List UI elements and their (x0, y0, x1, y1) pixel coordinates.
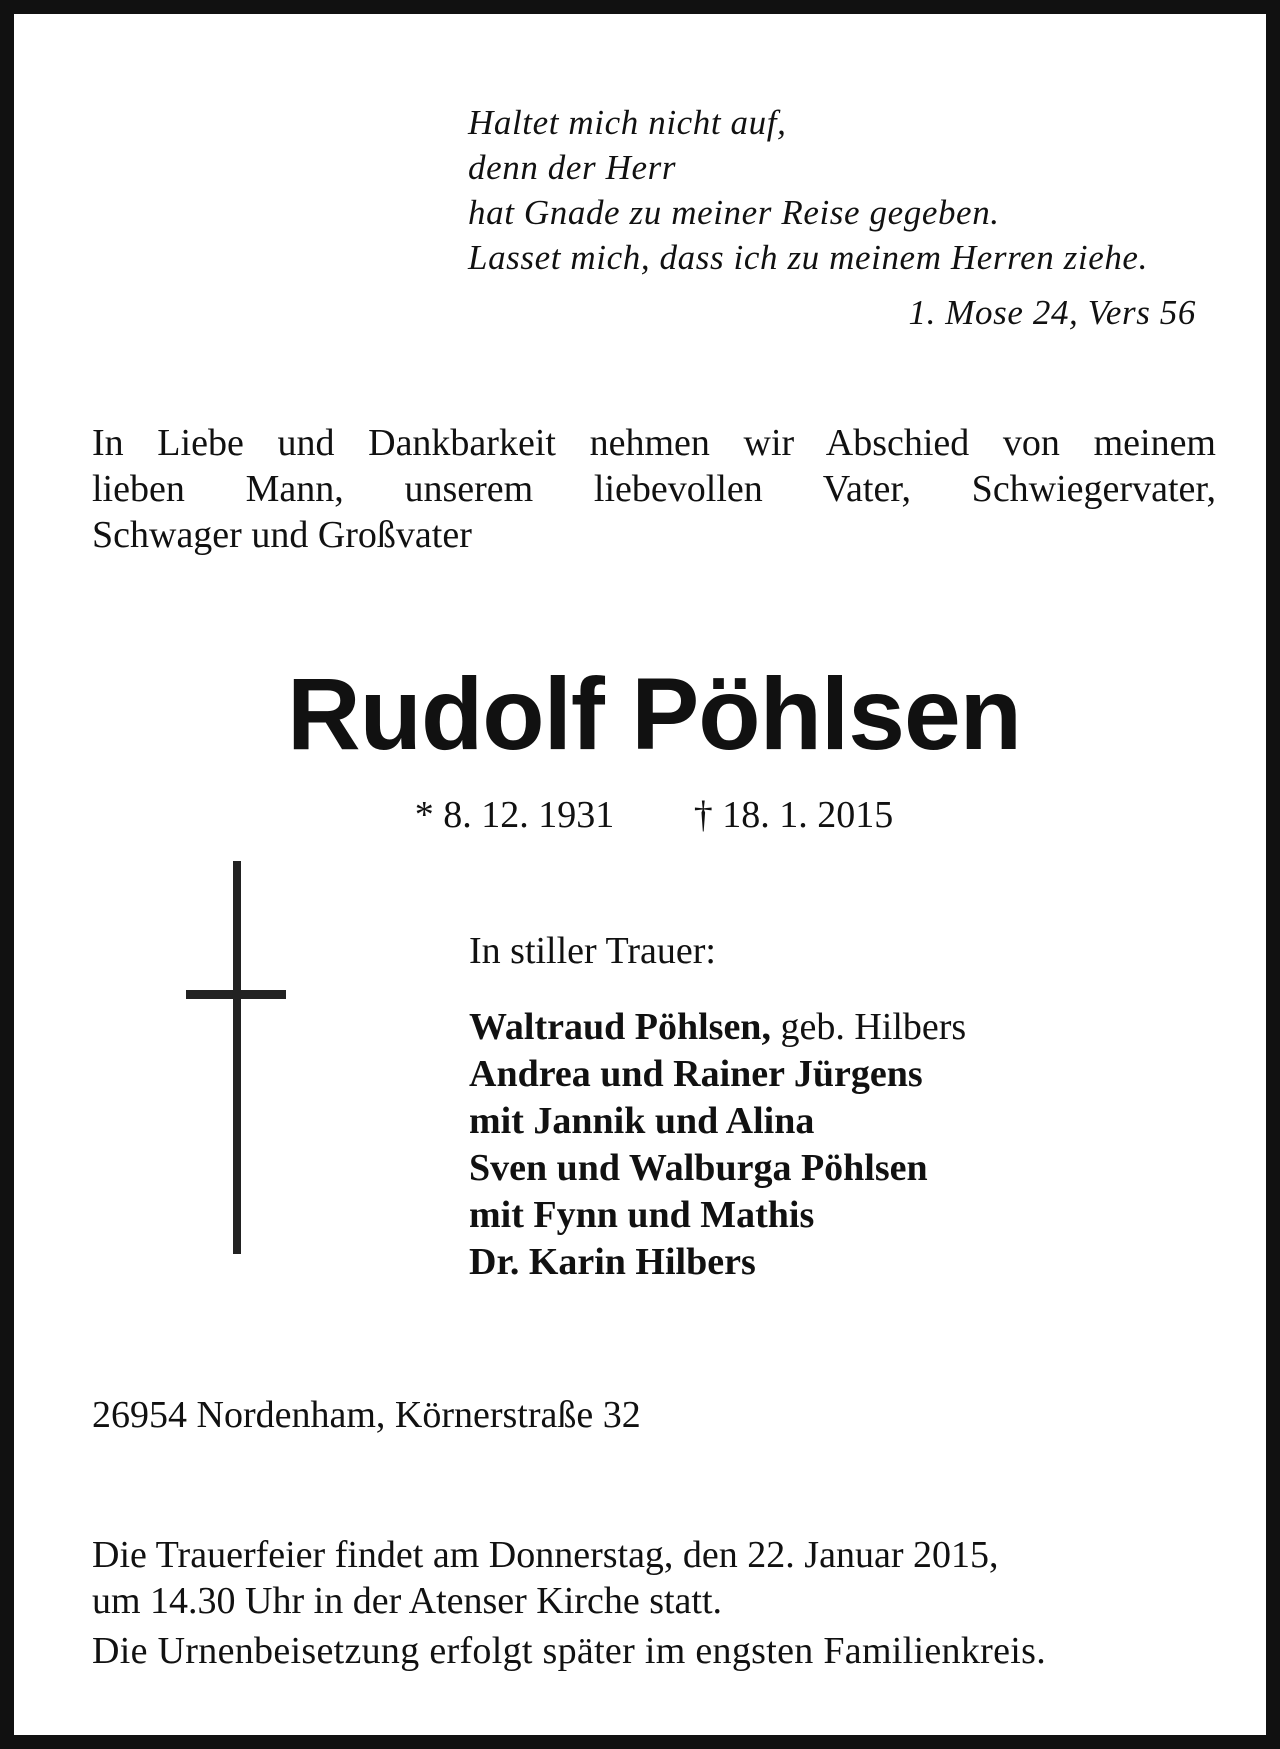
mourner-name: Waltraud Pöhlsen, (469, 1006, 771, 1048)
ceremony-info (92, 1532, 1216, 1674)
ceremony-line: Die Trauerfeier findet am Donnerstag, den 22. Januar 2015, (92, 1534, 999, 1576)
quote-line: denn der Herr (468, 148, 677, 187)
death-date: † 18. 1. 2015 (693, 794, 894, 836)
intro-line: Schwager und Großvater (92, 514, 472, 556)
quote-line: Lasset mich, dass ich zu meinem Herren ziehe. (468, 238, 1148, 277)
mourner-line: Sven und Walburga Pöhlsen (469, 1147, 928, 1189)
ceremony-line: um 14.30 Uhr in der Atenser Kirche statt. (92, 1580, 723, 1622)
quote-line: hat Gnade zu meiner Reise gegeben. (468, 193, 1000, 232)
intro-line: In Liebe und Dankbarkeit nehmen wir Abschied von meinem (92, 422, 1216, 464)
intro-line: lieben Mann, unserem liebevollen Vater, Schwiegervater, (92, 468, 1216, 510)
quote-source: 1. Mose 24, Vers 56 (908, 293, 1196, 332)
cross-horizontal-bar (186, 990, 286, 999)
maiden-name: geb. Hilbers (770, 1006, 967, 1048)
mourner-line (469, 1004, 1229, 1051)
mourner-line: Dr. Karin Hilbers (469, 1241, 756, 1283)
bible-quote (468, 100, 1208, 280)
mourning-heading: In stiller Trauer: (469, 930, 716, 972)
mourners-list (469, 1004, 1229, 1286)
intro-text (92, 420, 1216, 558)
mourner-line: mit Fynn und Mathis (469, 1194, 815, 1236)
mourner-line: Andrea und Rainer Jürgens (469, 1053, 923, 1095)
family-address: 26954 Nordenham, Körnerstraße 32 (92, 1394, 641, 1436)
life-dates (14, 792, 1280, 838)
quote-line: Haltet mich nicht auf, (468, 103, 787, 142)
deceased-name: Rudolf Pöhlsen (287, 657, 1021, 771)
birth-date: * 8. 12. 1931 (414, 794, 615, 836)
ceremony-line: Die Urnenbeisetzung erfolgt später im engsten Familienkreis. (92, 1630, 1047, 1672)
cross-vertical-bar (233, 861, 241, 1254)
mourner-line: mit Jannik und Alina (469, 1100, 815, 1142)
